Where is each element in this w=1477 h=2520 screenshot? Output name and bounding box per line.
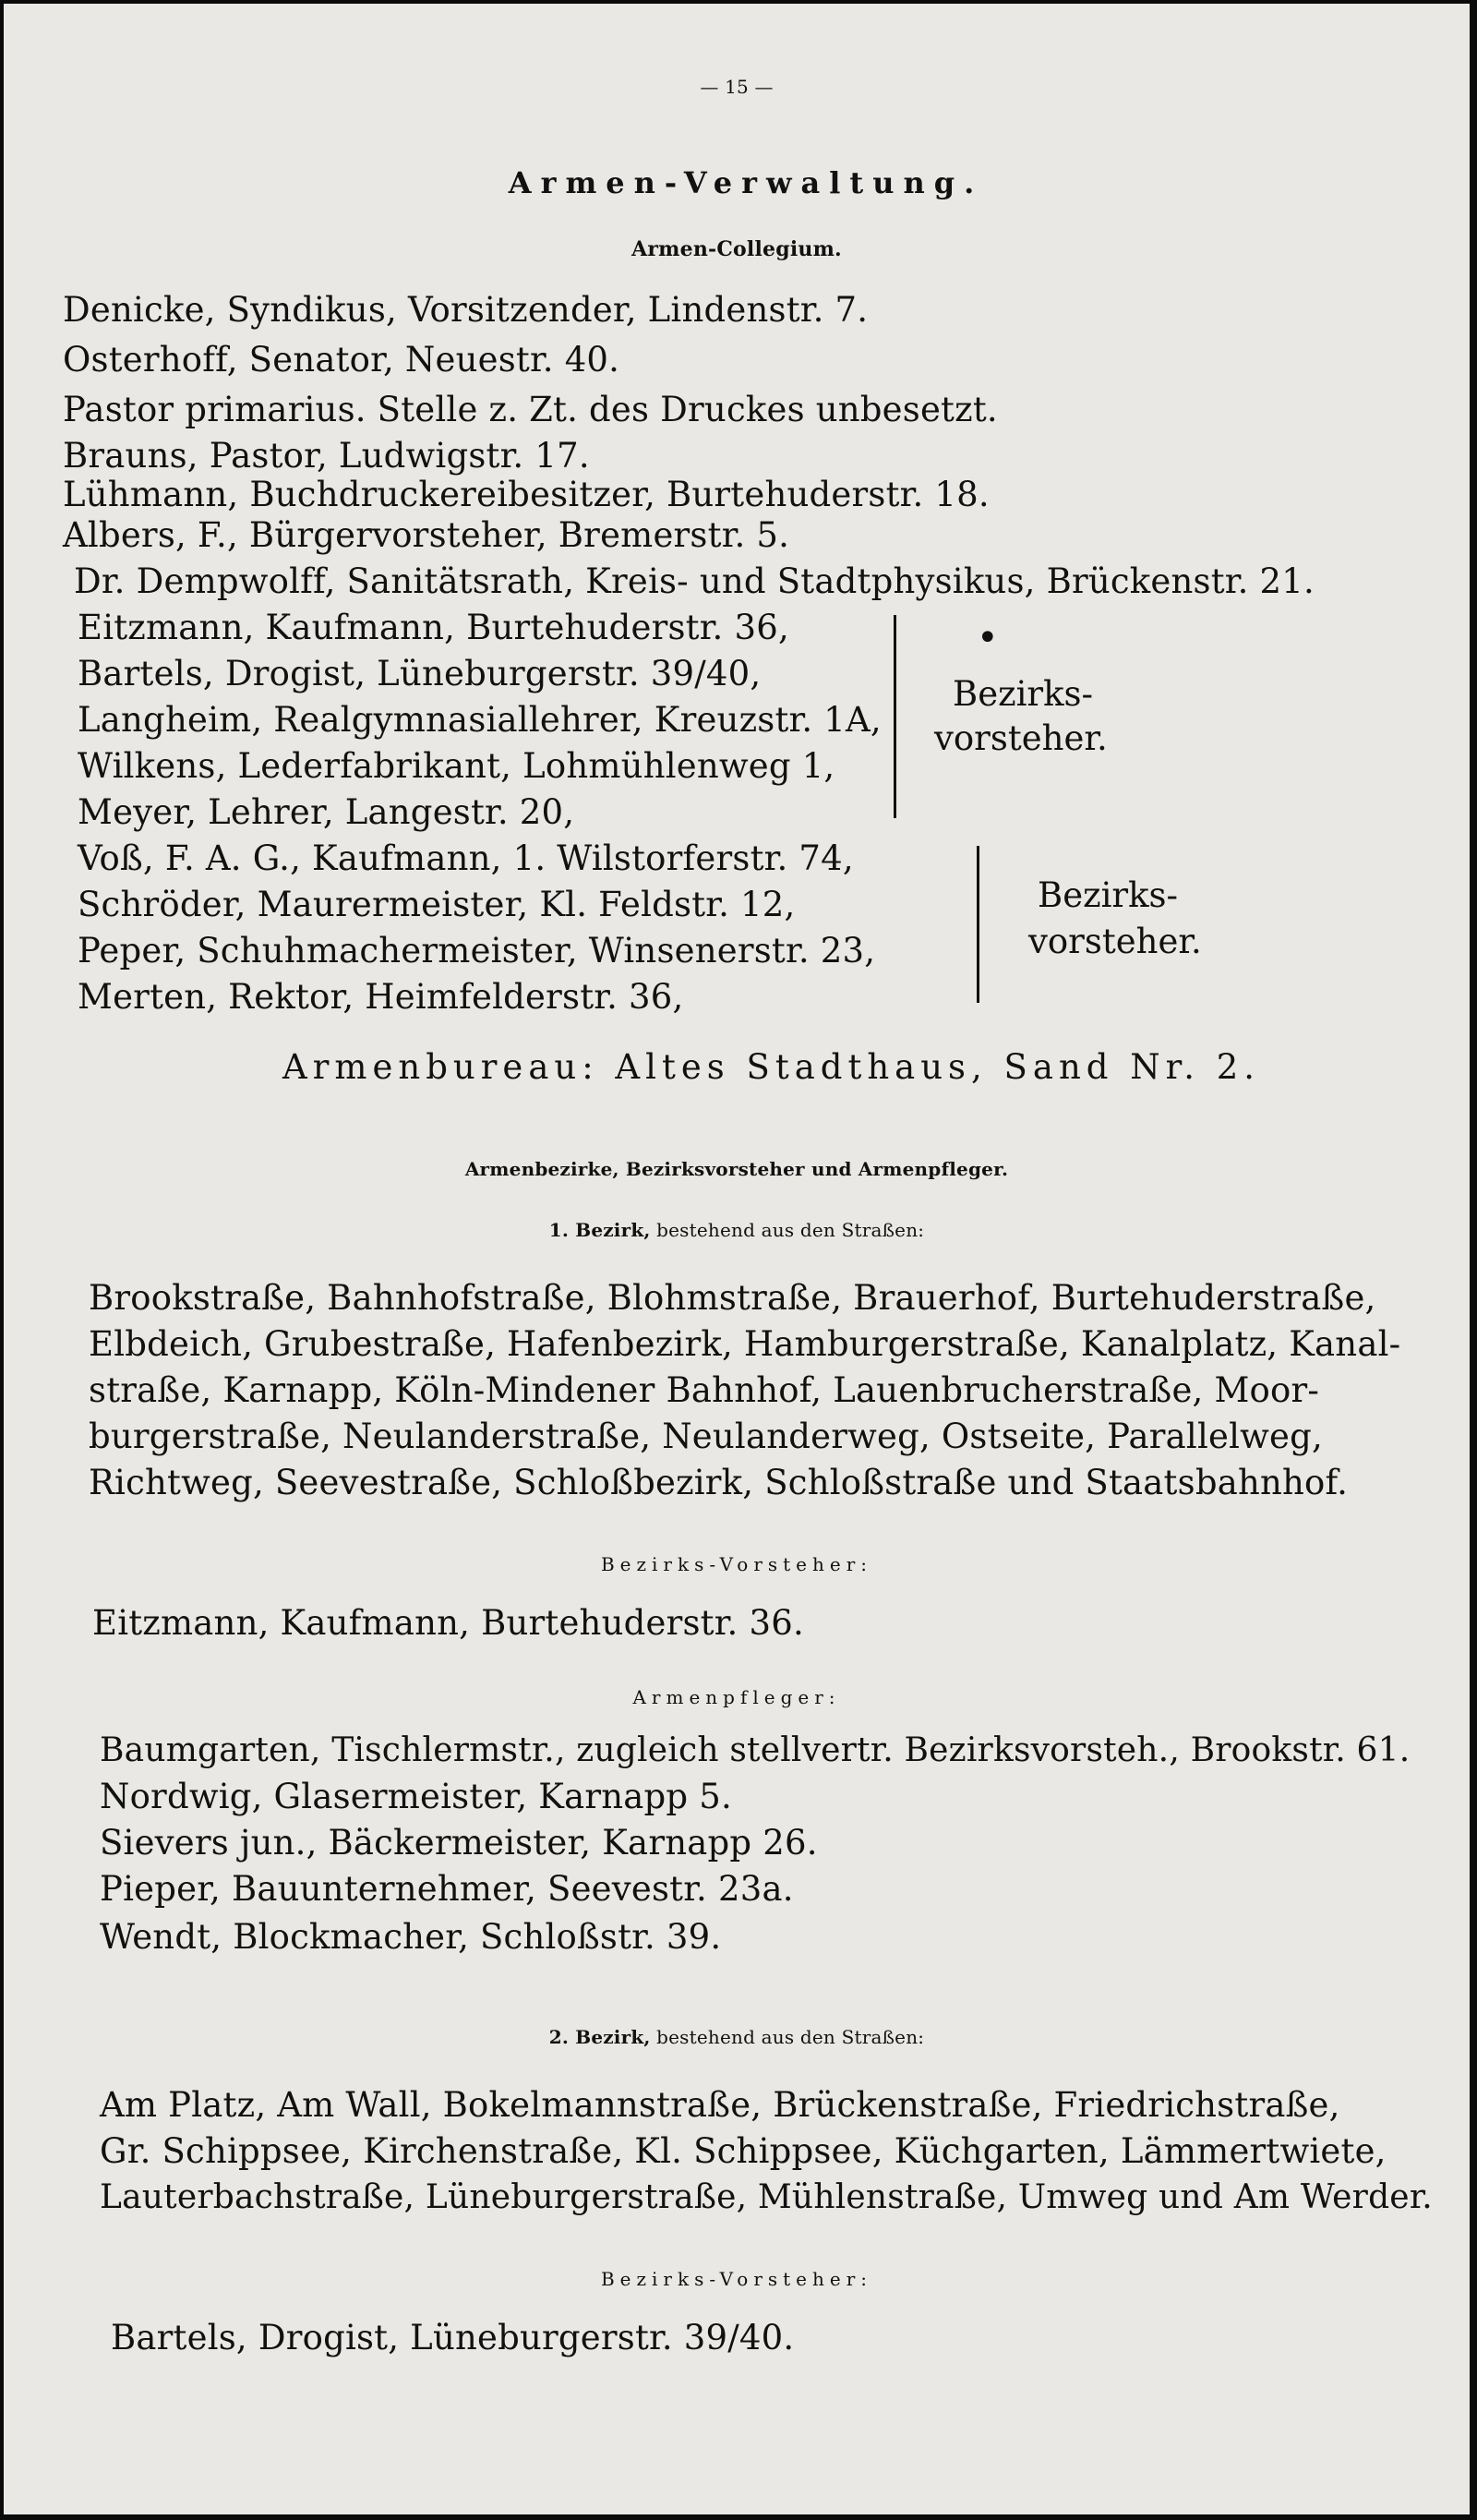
street-line: burgerstraße, Neulanderstraße, Neulanderweg, Ostseite, Parallelweg, bbox=[89, 1417, 1323, 1456]
vorsteher-line: Wilkens, Lederfabrikant, Lohmühlenweg 1, bbox=[78, 746, 835, 786]
page-number: — 15 — bbox=[700, 76, 774, 98]
member-line: Osterhoff, Senator, Neuestr. 40. bbox=[63, 340, 620, 380]
bezirk-heading bbox=[4, 2013, 1470, 2061]
vorsteher-entry: Bartels, Drogist, Lüneburgerstr. 39/40. bbox=[111, 2318, 795, 2357]
page-title: Armen-Verwaltung. bbox=[508, 165, 984, 200]
vorsteher-line: Bartels, Drogist, Lüneburgerstr. 39/40, bbox=[78, 654, 762, 693]
vorsteher-line: Merten, Rektor, Heimfelderstr. 36, bbox=[78, 977, 684, 1017]
bezirk-heading bbox=[4, 1206, 1470, 1254]
brace-dot: • bbox=[977, 617, 999, 659]
street-line: Am Platz, Am Wall, Bokelmannstraße, Brückenstraße, Friedrichstraße, bbox=[100, 2085, 1340, 2125]
vorsteher-heading: Bezirks-Vorsteher: bbox=[600, 2268, 873, 2290]
section-subtitle: Armen-Collegium. bbox=[631, 237, 842, 261]
group1-label: vorsteher. bbox=[934, 718, 1108, 758]
vorsteher-line: Peper, Schuhmachermeister, Winsenerstr. 23, bbox=[78, 931, 876, 971]
pfleger-line: Sievers jun., Bäckermeister, Karnapp 26. bbox=[100, 1823, 818, 1863]
vorsteher-line: Meyer, Lehrer, Langestr. 20, bbox=[78, 792, 575, 832]
group2-label: Bezirks- bbox=[1038, 875, 1179, 915]
document-page bbox=[4, 4, 1470, 2514]
member-line: Pastor primarius. Stelle z. Zt. des Druckes unbesetzt. bbox=[63, 390, 998, 429]
pfleger-line: Baumgarten, Tischlermstr., zugleich stellvertr. Bezirksvorsteh., Brookstr. 61. bbox=[100, 1731, 1411, 1769]
vorsteher-heading: Bezirks-Vorsteher: bbox=[600, 1553, 873, 1575]
street-line: Elbdeich, Grubestraße, Hafenbezirk, Hamburgerstraße, Kanalplatz, Kanal- bbox=[89, 1324, 1401, 1364]
member-line: Brauns, Pastor, Ludwigstr. 17. bbox=[63, 436, 590, 476]
group2-label: vorsteher. bbox=[1028, 922, 1202, 961]
street-line: Gr. Schippsee, Kirchenstraße, Kl. Schippsee, Küchgarten, Lämmertwiete, bbox=[100, 2131, 1387, 2171]
bezirk-heading-text: bestehend aus den Straßen: bbox=[650, 2026, 925, 2048]
pfleger-heading: Armenpfleger: bbox=[632, 1686, 841, 1708]
vorsteher-line: Langheim, Realgymnasiallehrer, Kreuzstr. 1A, bbox=[78, 700, 882, 740]
bezirk-heading-text: bestehend aus den Straßen: bbox=[650, 1219, 925, 1241]
group2-brace bbox=[977, 846, 991, 1003]
member-line: Albers, F., Bürgervorsteher, Bremerstr. 5. bbox=[63, 515, 790, 555]
street-line: Richtweg, Seevestraße, Schloßbezirk, Schloßstraße und Staatsbahnhof. bbox=[89, 1463, 1349, 1502]
member-line: Lühmann, Buchdruckereibesitzer, Burtehuderstr. 18. bbox=[63, 475, 990, 514]
vorsteher-line: Eitzmann, Kaufmann, Burtehuderstr. 36, bbox=[78, 608, 789, 647]
bezirk-number: 2. Bezirk, bbox=[548, 2026, 651, 2048]
vorsteher-line: Schröder, Maurermeister, Kl. Feldstr. 12, bbox=[78, 885, 796, 924]
group1-brace bbox=[894, 615, 907, 818]
vorsteher-line: Voß, F. A. G., Kaufmann, 1. Wilstorferstr. 74, bbox=[78, 838, 854, 878]
street-line: Lauterbachstraße, Lüneburgerstraße, Mühlenstraße, Umweg und Am Werder. bbox=[100, 2178, 1433, 2216]
member-line: Dr. Dempwolff, Sanitätsrath, Kreis- und Stadtphysikus, Brückenstr. 21. bbox=[74, 561, 1315, 601]
bureau-line: Armenbureau: Altes Stadthaus, Sand Nr. 2. bbox=[282, 1047, 1261, 1087]
street-line: straße, Karnapp, Köln-Mindener Bahnhof, Lauenbrucherstraße, Moor- bbox=[89, 1370, 1320, 1410]
member-line: Denicke, Syndikus, Vorsitzender, Lindenstr. 7. bbox=[63, 290, 869, 330]
street-line: Brookstraße, Bahnhofstraße, Blohmstraße, Brauerhof, Burtehuderstraße, bbox=[89, 1278, 1376, 1318]
section-heading: Armenbezirke, Bezirksvorsteher und Armenpfleger. bbox=[464, 1158, 1009, 1180]
group1-label: Bezirks- bbox=[953, 674, 1094, 714]
pfleger-line: Nordwig, Glasermeister, Karnapp 5. bbox=[100, 1777, 732, 1816]
pfleger-line: Pieper, Bauunternehmer, Seevestr. 23a. bbox=[100, 1869, 794, 1909]
bezirk-number: 1. Bezirk, bbox=[548, 1219, 651, 1241]
pfleger-line: Wendt, Blockmacher, Schloßstr. 39. bbox=[100, 1917, 722, 1957]
vorsteher-entry: Eitzmann, Kaufmann, Burtehuderstr. 36. bbox=[92, 1603, 804, 1643]
